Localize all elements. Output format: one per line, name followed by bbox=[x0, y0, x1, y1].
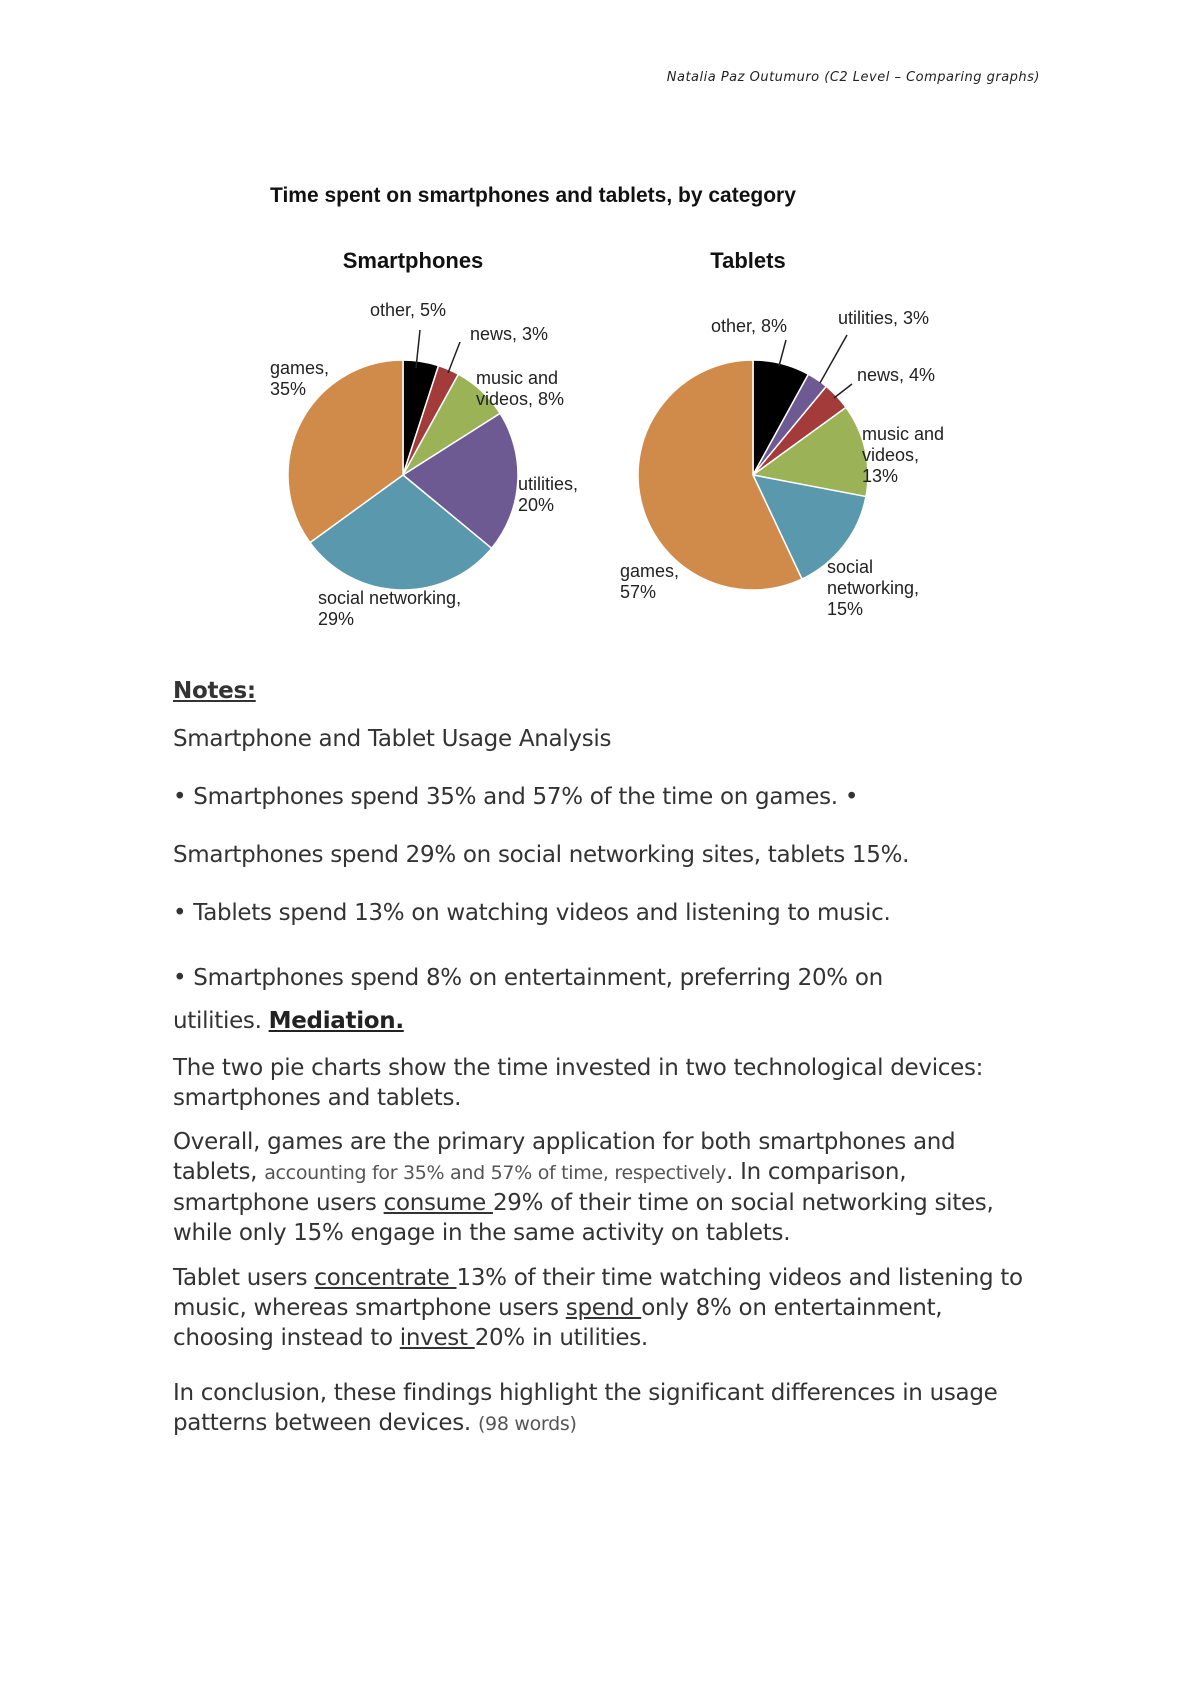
essay-paragraph-2: Overall, games are the primary application for both smartphones and tablets, accounting for 35% and 57% of time, respectively. In comparison, smartphone users consume 29% of their time on social networking sites, while only 15% engage in the same activity on tablets. bbox=[173, 1129, 994, 1246]
slice-label-line: videos, 8% bbox=[476, 389, 565, 409]
slice-label bbox=[827, 557, 919, 619]
essay-paragraph-3: Tablet users concentrate 13% of their time watching videos and listening to music, whereas smartphone users spend only 8% on entertainment, choosing instead to invest 20% in utilities. bbox=[173, 1265, 1023, 1351]
slice-label bbox=[711, 316, 787, 336]
slice-label-line: 35% bbox=[270, 379, 307, 399]
slice-label-line: social bbox=[827, 557, 874, 577]
pie-title: Tablets bbox=[710, 248, 786, 273]
note-bullet-videos: • Tablets spend 13% on watching videos and listening to music. bbox=[173, 900, 891, 926]
note-bullet-games: • Smartphones spend 35% and 57% of the time on games. • bbox=[173, 784, 859, 810]
slice-label bbox=[476, 368, 564, 409]
leader-line bbox=[820, 335, 847, 383]
slice-label-line: 20% bbox=[518, 495, 555, 515]
slice-label-line: utilities, 3% bbox=[838, 308, 930, 328]
slice-label bbox=[470, 324, 548, 344]
slice-label bbox=[857, 365, 935, 385]
slice-label-line: 29% bbox=[318, 609, 355, 629]
note-social-networking: Smartphones spend 29% on social networking sites, tablets 15%. bbox=[173, 842, 910, 868]
slice-label-line: news, 4% bbox=[857, 365, 936, 385]
slice-label-line: music and bbox=[476, 368, 559, 388]
slice-label-line: other, 5% bbox=[370, 300, 447, 320]
slice-label-line: other, 8% bbox=[711, 316, 788, 336]
pie-chart-smartphones bbox=[270, 248, 578, 629]
slice-label-line: videos, bbox=[862, 445, 920, 465]
slice-label bbox=[620, 561, 679, 602]
essay-paragraph-4: In conclusion, these findings highlight the significant differences in usage patterns between devices. (98 words) bbox=[173, 1380, 998, 1436]
leader-line bbox=[448, 342, 460, 373]
pie-charts bbox=[0, 0, 1200, 680]
slice-label-line: 57% bbox=[620, 582, 657, 602]
slice-label bbox=[862, 424, 944, 486]
notes-subtitle: Smartphone and Tablet Usage Analysis bbox=[173, 726, 612, 752]
slice-label-line: 15% bbox=[827, 599, 864, 619]
slice-label-line: games, bbox=[620, 561, 680, 581]
slice-label bbox=[518, 474, 578, 515]
mediation-heading: Mediation. bbox=[268, 1008, 404, 1034]
note-bullet-entertainment: • Smartphones spend 8% on entertainment, preferring 20% on bbox=[173, 965, 883, 991]
pie-chart-tablets bbox=[620, 248, 944, 619]
slice-label-line: utilities, bbox=[518, 474, 579, 494]
slice-label-line: games, bbox=[270, 358, 330, 378]
slice-label bbox=[270, 358, 329, 399]
slice-label bbox=[838, 308, 929, 328]
note-utilities: utilities. bbox=[173, 1008, 262, 1034]
slice-label bbox=[370, 300, 446, 320]
attribution-note: Natalia Paz Outumuro (C2 Level – Comparing graphs) bbox=[666, 70, 1040, 85]
leader-line bbox=[779, 340, 786, 366]
leader-line bbox=[834, 384, 852, 398]
slice-label-line: news, 3% bbox=[470, 324, 549, 344]
chart-title: Time spent on smartphones and tablets, by category bbox=[270, 184, 796, 207]
slice-label-line: networking, bbox=[827, 578, 920, 598]
notes-heading: Notes: bbox=[173, 678, 256, 704]
note-utilities-mediation bbox=[173, 1006, 1033, 1036]
essay-paragraph-1: The two pie charts show the time invested in two technological devices: smartphones and tablets. bbox=[173, 1055, 984, 1111]
slice-label bbox=[318, 588, 461, 629]
slice-label-line: 13% bbox=[862, 466, 899, 486]
pie-title: Smartphones bbox=[342, 248, 484, 273]
slice-label-line: social networking, bbox=[318, 588, 462, 608]
slice-label-line: music and bbox=[862, 424, 945, 444]
